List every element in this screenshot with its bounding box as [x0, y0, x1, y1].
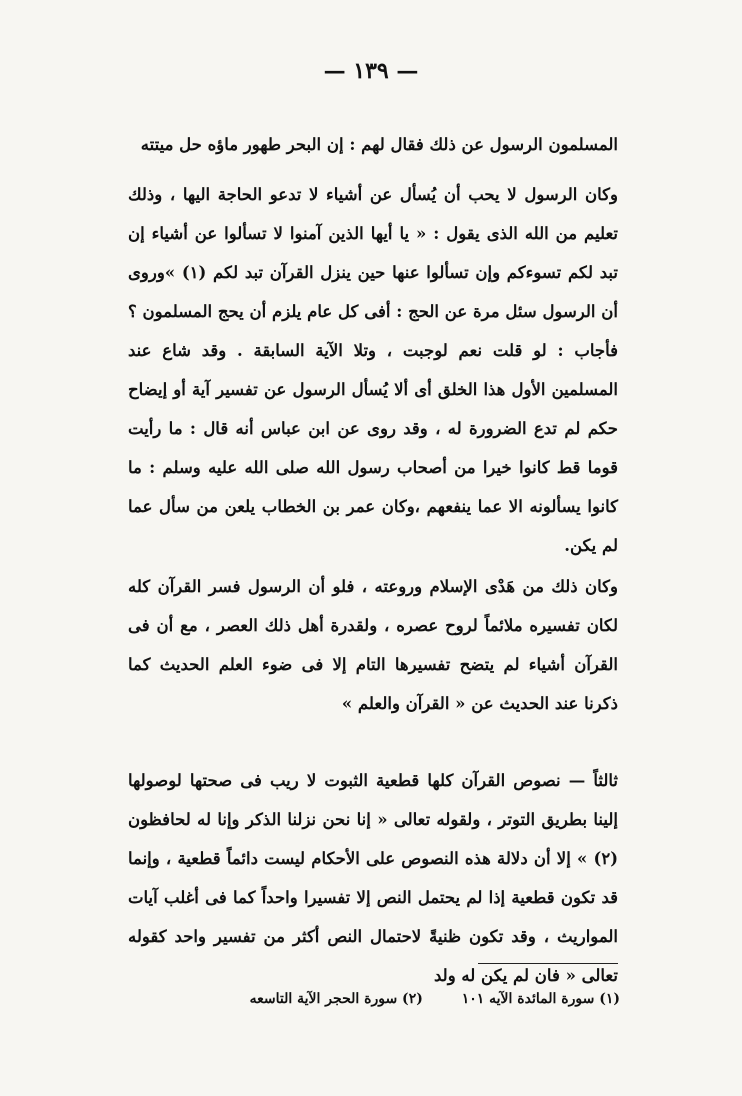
paragraph-continuation: المسلمون الرسول عن ذلك فقال لهم : إن البحر طهور ماؤه حل ميتته [140, 134, 618, 154]
paragraph-third-point: ثالثاً — نصوص القرآن كلها قطعية الثبوت لا ريب فى صحتها لوصولها إلينا بطريق التوتر ، ولقوله تعالى « إنا نحن نزلنا الذكر وإنا له لحافظون (٢) » إلا أن دلالة هذه النصوص على الأحكام ليست دائماً قطعية ، وإنما قد تكون قطعية إذا لم يحتمل النص إلا تفسيرا واحداً كما فى أغلب آيات المواريث ، وقد تكون ظنيةً لاحتمال النص أكثر من تفسير واحد كقوله تعالى « فان لم يكن له ولد [128, 770, 618, 985]
footnote-1: (١) سورة المائدة الآيه ١٠١ [461, 991, 620, 1007]
paragraph-guidance: وكان ذلك من هَدْى الإسلام وروعته ، فلو أن الرسول فسر القرآن كله لكان تفسيره ملائماً لروح عصره ، ولقدرة أهل ذلك العصر ، مع أن فى القرآن أشياء لم يتضح تفسيرها التام إلا فى ضوء العلم الحديث كما ذكرنا عند الحديث عن « القرآن والعلم » [128, 576, 618, 713]
page-number: — ١٣٩ — [323, 58, 419, 84]
footnote-divider [478, 963, 618, 964]
paragraph-questions: وكان الرسول لا يحب أن يُسأل عن أشياء لا تدعو الحاجة اليها ، وذلك تعليم من الله الذى يقول : « يا أيها الذين آمنوا لا تسألوا عن أشياء إن تبد لكم تسوءكم وإن تسألوا عنها حين ينزل القرآن تبد لكم (١) »وروى أن الرسول سئل مرة عن الحج : أفى كل عام يلزم أن يحج المسلمون ؟ فأجاب : لو قلت نعم لوجبت ، وتلا الآية السابقة . وقد شاع عند المسلمين الأول هذا الخلق أى ألا يُسأل الرسول عن تفسير آية أو إيضاح حكم لم تدع الضرورة له ، وقد روى عن ابن عباس أنه قال : ما رأيت قوما قط كانوا خيرا من أصحاب رسول الله صلى الله عليه وسلم : ما كانوا يسألونه الا عما ينفعهم ،وكان عمر بن الخطاب يلعن من سأل عما لم يكن. [128, 184, 619, 555]
footnote-2: (٢) سورة الحجر الآية التاسعه [249, 991, 423, 1007]
footnotes [200, 988, 620, 1010]
